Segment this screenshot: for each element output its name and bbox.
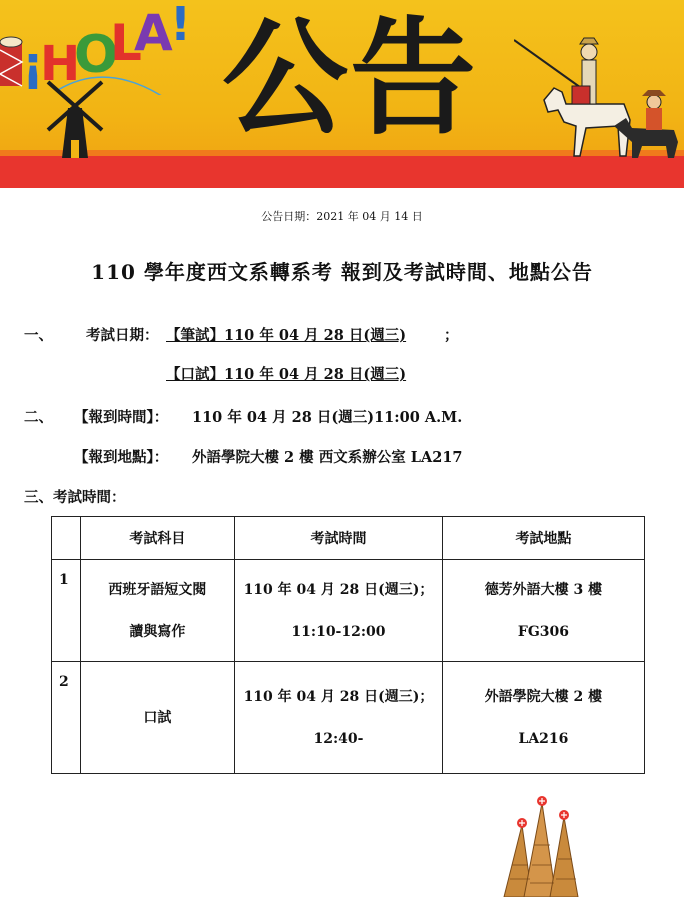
written-exam-date: 【筆試】110 年 04 月 28 日(週三)	[166, 327, 407, 344]
table-row	[52, 662, 645, 774]
exam-schedule-table	[51, 516, 645, 774]
table-header-subject: 考試科目	[80, 517, 234, 560]
checkin-place: 外語學院大樓 2 樓 西文系辦公室 LA217	[192, 449, 463, 466]
row-subject	[80, 560, 234, 662]
svg-text:O: O	[74, 25, 119, 85]
svg-text:L: L	[110, 14, 142, 72]
sagrada-familia-illustration	[500, 795, 580, 897]
svg-text:!: !	[170, 0, 191, 51]
banner-title: 公告	[222, 5, 478, 152]
section3-label: 三、考試時間：	[24, 489, 126, 506]
row-subject-line1: 口試	[143, 709, 172, 726]
section1-number: 一、	[24, 327, 53, 344]
row-subject-line2: 讀與寫作	[129, 623, 186, 640]
windmill-icon	[40, 78, 110, 158]
announcement-date: 公告日期：2021 年 04 月 14 日	[261, 210, 423, 223]
row-place-line1: 外語學院大樓 2 樓	[484, 688, 603, 705]
section1-label: 考試日期：	[86, 327, 159, 344]
row-subject	[80, 662, 234, 774]
row-place	[442, 662, 644, 774]
svg-text:¡: ¡	[22, 36, 44, 92]
header-banner	[0, 0, 684, 188]
row-time	[235, 662, 443, 774]
row-place-line2: LA216	[518, 730, 569, 747]
oral-exam-date: 【口試】110 年 04 月 28 日(週三)	[166, 366, 407, 383]
row-place-line1: 德芳外語大樓 3 樓	[484, 581, 603, 598]
row-time-line1: 110 年 04 月 28 日(週三)；	[243, 581, 434, 598]
page-title: 110 學年度西文系轉系考 報到及考試時間、地點公告	[91, 260, 593, 284]
table-header-time: 考試時間	[235, 517, 443, 560]
row-number: 1	[52, 560, 81, 662]
svg-text:H: H	[40, 36, 81, 92]
don-quixote-illustration	[514, 30, 684, 188]
row-time-line2: 12:40-	[313, 730, 364, 747]
row-place	[442, 560, 644, 662]
table-row	[52, 560, 645, 662]
section2-number: 二、	[24, 409, 53, 426]
svg-text:A: A	[134, 4, 173, 62]
row-time-line2: 11:10-12:00	[291, 623, 386, 640]
checkin-place-label: 【報到地點】：	[74, 449, 169, 466]
row-time	[235, 560, 443, 662]
checkin-time: 110 年 04 月 28 日(週三)11:00 A.M.	[192, 409, 463, 426]
row-subject-line1: 西班牙語短文閱	[108, 581, 207, 598]
table-header-row	[52, 517, 645, 560]
table-header-place: 考試地點	[442, 517, 644, 560]
row-place-line2: FG306	[517, 623, 569, 640]
row-time-line1: 110 年 04 月 28 日(週三)；	[243, 688, 434, 705]
row-number: 2	[52, 662, 81, 774]
written-exam-suffix: ；	[444, 327, 459, 344]
checkin-time-label: 【報到時間】：	[74, 409, 169, 426]
table-header-num	[52, 517, 81, 560]
